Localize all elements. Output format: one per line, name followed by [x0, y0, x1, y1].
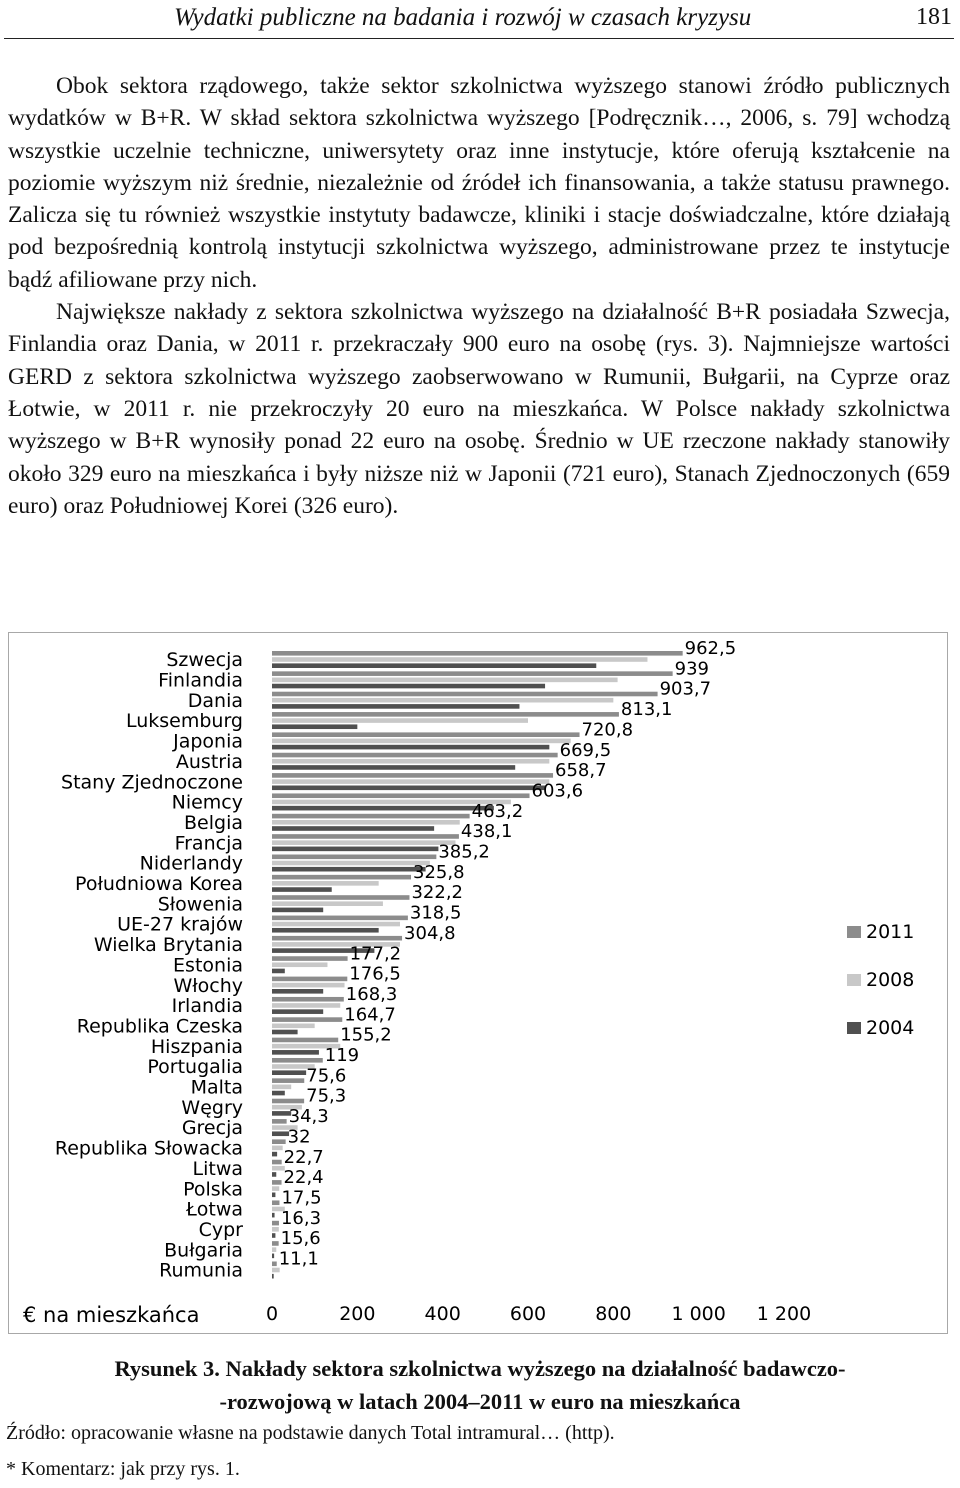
bar-2004 — [272, 1233, 275, 1238]
data-label: 168,3 — [345, 983, 398, 1005]
bar-2008 — [272, 698, 613, 703]
data-label: 318,5 — [409, 902, 462, 924]
data-label: 22,7 — [283, 1146, 324, 1168]
data-label: 75,6 — [306, 1065, 347, 1087]
bar-2004 — [272, 684, 545, 689]
paragraph-1: Obok sektora rządowego, także sektor szkolnictwa wyższego stanowi źródło publicznych wydatków w B+R. W skład sektora szkolnictwa wyższego [Podręcznik…, 2006, s. 79] wchodzą wszystkie uczelnie techniczne, uniwersytety oraz inne instytucje, które oferują kształcenie na poziomie wyższym niż średnie, niezależnie od źródeł ich finansowania, a także statusu prawnego. Zalicza się tu również wszystkie instytuty badawcze, kliniki i stacje doświadczalne, które działają pod bezpośrednią kontrolą instytucji szkolnictwa wyższego, administrowane przez te instytucje bądź afiliowane przy nich. — [8, 73, 950, 293]
running-title: Wydatki publiczne na badania i rozwój w czasach kryzysu — [174, 4, 752, 31]
bar-2011 — [272, 1241, 279, 1246]
bar-2004 — [272, 806, 494, 811]
category-label: Szwecja — [166, 649, 243, 672]
data-label: 325,8 — [413, 861, 465, 883]
bar-2004 — [272, 1152, 277, 1157]
legend-swatch — [847, 974, 861, 986]
bar-2011 — [272, 1200, 279, 1205]
bar-2011 — [272, 956, 348, 961]
category-label: Francja — [174, 832, 243, 855]
bar-2004 — [272, 1070, 306, 1075]
bar-2011 — [272, 793, 530, 798]
legend-label: 2008 — [866, 969, 915, 991]
data-label: 813,1 — [620, 699, 673, 721]
data-label: 438,1 — [460, 821, 513, 843]
x-tick-label: 800 — [595, 1303, 632, 1325]
data-label: 32 — [287, 1126, 311, 1148]
figure-comment: * Komentarz: jak przy rys. 1. — [6, 1458, 240, 1480]
bar-2011 — [272, 1119, 287, 1124]
data-label: 304,8 — [404, 922, 456, 944]
category-label: Belgia — [184, 811, 243, 834]
figure-source: Źródło: opracowanie własne na podstawie danych Total intramural… (http). — [6, 1422, 615, 1444]
page-number: 181 — [916, 4, 952, 30]
category-label: UE-27 krajów — [117, 913, 243, 936]
bar-2011 — [272, 732, 580, 737]
category-label: Niderlandy — [139, 852, 243, 875]
bar-2008 — [272, 1227, 279, 1232]
bar-2011 — [272, 1180, 282, 1185]
bar-2011 — [272, 712, 619, 717]
data-label: 962,5 — [684, 638, 737, 659]
data-label: 11,1 — [278, 1248, 319, 1270]
data-label: 15,6 — [280, 1228, 321, 1250]
data-label: 155,2 — [340, 1024, 392, 1046]
bar-2004 — [272, 745, 549, 750]
data-label: 16,3 — [280, 1207, 322, 1229]
data-label: 463,2 — [471, 800, 524, 822]
legend-label: 2011 — [866, 921, 915, 943]
data-label: 164,7 — [344, 1004, 396, 1026]
bar-2011 — [272, 1160, 282, 1165]
category-label: Grecja — [181, 1117, 243, 1140]
bar-2004 — [272, 765, 515, 770]
bar-2004 — [272, 1193, 275, 1198]
category-label: Japonia — [173, 730, 243, 753]
figure-caption — [0, 1352, 960, 1418]
category-label: Austria — [175, 750, 243, 773]
bar-2008 — [272, 1085, 291, 1090]
category-label: Finlandia — [158, 669, 243, 692]
bar-2011 — [272, 1017, 342, 1022]
x-tick-label: 1 000 — [671, 1303, 726, 1325]
category-label: Niemcy — [171, 791, 243, 814]
data-label: 603,6 — [531, 780, 584, 802]
bar-2011 — [272, 895, 409, 900]
bar-2004 — [272, 867, 426, 872]
data-label: 22,4 — [283, 1167, 324, 1189]
x-axis-label: € na mieszkańca — [23, 1303, 200, 1327]
legend-swatch — [847, 1022, 861, 1034]
category-label: Wielka Brytania — [93, 934, 243, 957]
bar-2011 — [272, 855, 436, 860]
bar-2004 — [272, 1050, 319, 1055]
category-label: Portugalia — [147, 1056, 243, 1079]
bar-2011 — [272, 671, 673, 676]
data-label: 720,8 — [581, 719, 634, 741]
bar-2011 — [272, 1099, 304, 1104]
bar-2008 — [272, 1003, 340, 1008]
bar-2004 — [272, 908, 323, 913]
x-tick-label: 400 — [424, 1303, 461, 1325]
x-tick-label: 200 — [339, 1303, 376, 1325]
category-label: Malta — [190, 1076, 243, 1099]
bar-2004 — [272, 1009, 323, 1014]
category-label: Cypr — [198, 1218, 243, 1241]
bar-2004 — [272, 1213, 275, 1218]
x-tick-label: 600 — [509, 1303, 547, 1325]
chart-canvas — [9, 633, 947, 1333]
category-label: Włochy — [173, 974, 243, 997]
bar-2004 — [272, 1274, 274, 1279]
category-label: Estonia — [173, 954, 243, 977]
category-label: Słowenia — [157, 893, 243, 916]
category-label: Bułgaria — [164, 1239, 243, 1262]
legend-label: 2004 — [866, 1017, 915, 1039]
bar-2004 — [272, 786, 545, 791]
bar-2008 — [272, 1146, 283, 1151]
bar-2008 — [272, 983, 345, 988]
bar-2008 — [272, 922, 400, 927]
data-label: 658,7 — [555, 760, 607, 782]
bar-2011 — [272, 753, 558, 758]
bar-2004 — [272, 1254, 274, 1259]
bar-2008 — [272, 1024, 315, 1029]
bar-2011 — [272, 916, 408, 921]
x-tick-label: 1 200 — [756, 1303, 812, 1325]
category-label: Łotwa — [186, 1198, 243, 1221]
bar-2004 — [272, 887, 332, 892]
data-label: 34,3 — [288, 1106, 329, 1128]
bar-2008 — [272, 820, 460, 825]
paragraph-2: Największe nakłady z sektora szkolnictwa wyższego na działalność B+R posiadała Szwecja, Finlandia oraz Dania, w 2011 r. przekraczały 900 euro na osobę (rys. 3). Najmniejsze wartości GERD z sektora szkolnictwa wyższego zaobserwowano w Rumunii, Bułgarii, na Cyprze oraz Łotwie, w 2011 r. nie przekroczyły 20 euro na mieszkańca. W Polsce nakłady szkolnictwa wyższego w B+R wynosiły ponad 22 euro na osobę. Średnio w UE rzeczone nakłady stanowiły około 329 euro na mieszkańca i były niższe niż w Japonii (721 euro), Stanach Zjednoczonych (659 euro) oraz Południowej Korei (326 euro). — [8, 299, 950, 519]
category-label: Litwa — [192, 1157, 243, 1180]
bar-2011 — [272, 997, 344, 1002]
category-label: Południowa Korea — [75, 873, 243, 896]
category-label: Irlandia — [171, 995, 243, 1018]
data-label: 119 — [324, 1045, 360, 1066]
data-label: 75,3 — [306, 1085, 347, 1107]
bar-2004 — [272, 1131, 289, 1136]
bar-2004 — [272, 704, 519, 709]
category-label: Dania — [187, 689, 243, 712]
bar-2011 — [272, 1078, 304, 1083]
bar-2011 — [272, 1058, 323, 1063]
legend-swatch — [847, 926, 861, 938]
data-label: 17,5 — [281, 1187, 322, 1209]
category-label: Luksemburg — [125, 710, 243, 733]
bar-2011 — [272, 1221, 279, 1226]
bar-chart — [8, 632, 948, 1334]
bar-2008 — [272, 718, 528, 723]
bar-2008 — [272, 678, 618, 683]
caption-line-1: Rysunek 3. Nakłady sektora szkolnictwa wyższego na działalność badawczo- — [114, 1356, 846, 1381]
bar-2004 — [272, 1030, 298, 1035]
bar-2008 — [272, 881, 379, 886]
bar-2011 — [272, 814, 470, 819]
category-label: Polska — [183, 1178, 243, 1201]
bar-2004 — [272, 1172, 276, 1177]
body-text — [8, 70, 950, 522]
bar-2011 — [272, 834, 459, 839]
bar-2008 — [272, 779, 549, 784]
category-label: Hiszpania — [150, 1035, 243, 1058]
bar-2011 — [272, 1139, 286, 1144]
bar-2004 — [272, 663, 596, 668]
category-label: Stany Zjednoczone — [61, 771, 243, 794]
x-tick-label: 0 — [265, 1303, 279, 1325]
bar-2004 — [272, 928, 379, 933]
data-label: 176,5 — [349, 963, 401, 985]
data-label: 385,2 — [438, 841, 490, 863]
bar-2011 — [272, 977, 347, 982]
page-header — [4, 0, 954, 39]
data-label: 903,7 — [659, 678, 712, 700]
bar-2008 — [272, 739, 571, 744]
bar-2004 — [272, 989, 323, 994]
bar-2008 — [272, 657, 647, 662]
bar-2004 — [272, 969, 285, 974]
category-label: Republika Słowacka — [54, 1137, 243, 1160]
bar-2008 — [272, 1247, 276, 1252]
bar-2008 — [272, 962, 327, 967]
category-label: Republika Czeska — [76, 1015, 243, 1038]
data-label: 939 — [674, 658, 709, 680]
bar-2011 — [272, 1038, 338, 1043]
bar-2008 — [272, 861, 430, 866]
bar-2004 — [272, 847, 438, 852]
bar-2011 — [272, 773, 553, 778]
data-label: 177,2 — [349, 943, 402, 965]
bar-2011 — [272, 936, 402, 941]
caption-line-2: -rozwojową w latach 2004–2011 w euro na mieszkańca — [219, 1389, 741, 1414]
bar-2011 — [272, 692, 658, 697]
bar-2008 — [272, 901, 383, 906]
bar-2011 — [272, 1262, 277, 1267]
category-label: Węgry — [181, 1096, 243, 1119]
bar-2008 — [272, 840, 455, 845]
bar-2008 — [272, 759, 549, 764]
category-label: Rumunia — [159, 1259, 243, 1282]
bar-2011 — [272, 651, 683, 656]
data-label: 669,5 — [559, 739, 612, 761]
bar-2004 — [272, 724, 357, 729]
bar-2004 — [272, 826, 434, 831]
bar-2011 — [272, 875, 411, 880]
data-label: 322,2 — [411, 882, 464, 904]
bar-2004 — [272, 1091, 285, 1096]
bar-2008 — [272, 1186, 279, 1191]
